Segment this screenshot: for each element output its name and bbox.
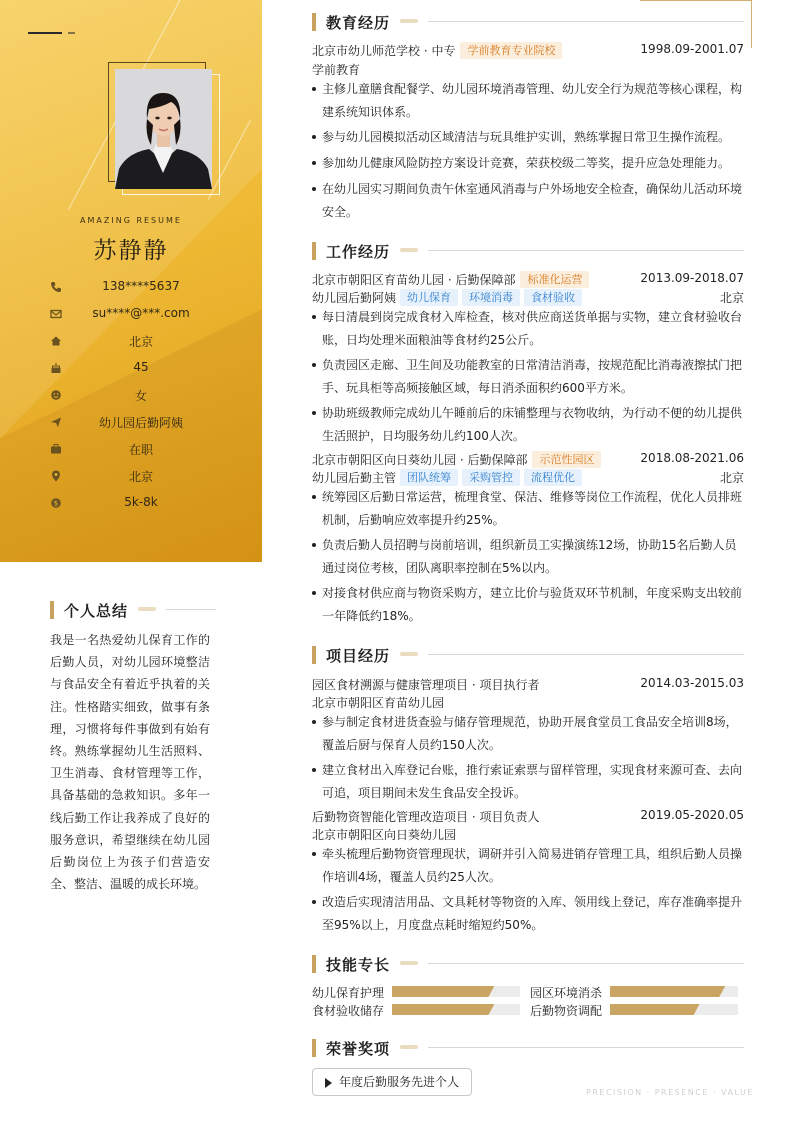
education-heading-rule [428,21,744,22]
work-heading-rule [428,250,744,251]
job-skill-tag: 采购管控 [462,469,520,486]
skills-heading: 技能专长 [326,956,391,974]
summary-heading-rule [166,609,216,610]
skill-bar-fill [610,986,725,997]
project-header [312,676,744,694]
awards-heading-rule [428,1047,744,1048]
education-header [312,42,744,60]
project-bullet: 牵头梳理后勤物资管理现状，调研并引入简易进销存管理工具，组织后勤人员操作培训4场，覆盖人员约25人次。 [312,843,744,888]
skill-label: 幼儿保育护理 [312,986,385,1000]
gender-value: 女 [134,389,147,403]
summary-heading: 个人总结 [64,602,129,620]
job-skill-tag: 流程优化 [524,469,582,486]
education-bullet: 参与幼儿园模拟活动区域清洁与玩具维护实训，熟练掌握日常卫生操作流程。 [312,126,744,149]
school-tag: 学前教育专业院校 [460,42,562,59]
job-org: 北京市朝阳区向日葵幼儿园 · 后勤保障部 [312,453,528,467]
job-bullet: 负责园区走廊、卫生间及功能教室的日常清洁消毒，按规范配比消毒液擦拭门把手、玩具柜等高频接触区域，每日消杀面积约600平方米。 [312,354,744,399]
skills-accent-bar [312,955,316,973]
decorative-dash [68,32,75,34]
job-role-row [312,289,744,307]
skill-bar [610,986,738,997]
job-date: 2013.09-2018.07 [640,271,744,285]
skill-label: 后勤物资调配 [530,1004,603,1018]
play-icon [325,1078,332,1088]
summary-text: 我是一名热爱幼儿保育工作的后勤人员，对幼儿园环境整洁与食品安全有着近乎执着的关注。性格踏实细致，做事有条理，习惯将每件事做到有始有终。熟练掌握幼儿生活照料、卫生消毒、食材管理等工作，具备基础的急救知识。多年一线后勤工作让我养成了良好的服务意识，希望继续在幼儿园后勤岗位上为孩子们营造安全、整洁、温暖的成长环境。 [50,633,210,892]
footer-watermark: PRECISION · PRESENCE · VALUE [586,1088,754,1097]
job-skill-tag: 食材验收 [524,289,582,306]
job-org: 北京市朝阳区育苗幼儿园 · 后勤保障部 [312,273,516,287]
project-org: 北京市朝阳区育苗幼儿园 [312,696,445,710]
work-heading: 工作经历 [326,243,391,261]
skill-label: 食材验收储存 [312,1004,385,1018]
job-header [312,451,744,469]
job-header [312,271,744,289]
job-tag: 标准化运营 [520,271,589,288]
project-bullet: 改造后实现清洁用品、文具耗材等物资的入库、领用线上登记，库存准确率提升至95%以上，月度盘点耗时缩短约50%。 [312,891,744,936]
education-major: 学前教育 [312,63,361,77]
phone-value: 138****5637 [102,279,180,293]
job-bullet: 负责后勤人员招聘与岗前培训，组织新员工实操演练12场，协助15名后勤人员通过岗位考核，团队离职率控制在5%以内。 [312,534,744,579]
project-bullet: 参与制定食材进货查验与储存管理规范，协助开展食堂员工食品安全培训8场，覆盖后厨与保育人员约150人次。 [312,711,744,756]
education-bullet: 主修儿童膳食配餐学、幼儿园环境消毒管理、幼儿安全行为规范等核心课程，构建系统知识体系。 [312,78,744,123]
portrait-illustration [115,69,212,189]
projects-heading-pill [400,652,418,656]
summary-heading-pill [138,607,156,611]
project-bullet: 建立食材出入库登记台账，推行索证索票与留样管理，实现食材来源可查、去向可追，项目期间未发生食品安全投诉。 [312,759,744,804]
info-location [0,466,262,486]
education-heading: 教育经历 [326,14,391,32]
skill-bar-fill [392,1004,494,1015]
skills-heading-pill [400,961,418,965]
job-skill-tag: 幼儿保育 [400,289,458,306]
education-heading-pill [400,19,418,23]
summary-accent-bar [50,601,54,619]
job-bullet: 每日清晨到岗完成食材入库检查，核对供应商送货单据与实物，建立食材验收台账，日均处理米面粮油等食材约25公斤。 [312,306,744,351]
awards-accent-bar [312,1039,316,1057]
job-bullet: 统筹园区后勤日常运营，梳理食堂、保洁、维修等岗位工作流程，优化人员排班机制，后勤响应效率提升约25%。 [312,486,744,531]
location-value: 北京 [128,470,153,484]
projects-heading: 项目经历 [326,647,391,665]
salary-value: 5k-8k [124,495,158,509]
profile-photo [115,69,212,189]
skill-bar-fill [610,1004,700,1015]
work-heading-pill [400,248,418,252]
skill-bar [392,1004,520,1015]
job-tag: 示范性园区 [532,451,601,468]
info-target-position [0,412,262,432]
awards-heading: 荣誉奖项 [326,1040,391,1058]
decorative-line [28,32,62,34]
corner-decoration [640,0,752,1]
skill-bar [392,986,520,997]
hometown-value: 北京 [128,335,153,349]
skill-label: 园区环境消杀 [530,986,603,1000]
info-phone [0,277,262,297]
job-city: 北京 [719,291,744,305]
project-name: 园区食材溯源与健康管理项目 · 项目执行者 [312,678,540,692]
skill-bar-fill [392,986,494,997]
info-age [0,358,262,378]
email-value: su****@***.com [92,306,190,320]
corner-decoration-vertical [751,0,752,48]
candidate-name: 苏静静 [93,238,169,264]
skills-heading-rule [428,963,744,964]
age-value: 45 [133,360,149,374]
project-org: 北京市朝阳区向日葵幼儿园 [312,828,457,842]
info-gender [0,385,262,405]
work-accent-bar [312,242,316,260]
status-value: 在职 [128,443,153,457]
awards-heading-pill [400,1045,418,1049]
education-bullet: 在幼儿园实习期间负责午休室通风消毒与户外场地安全检查，确保幼儿活动环境安全。 [312,178,744,223]
job-skill-tag: 环境消毒 [462,289,520,306]
school-name: 北京市幼儿师范学校 · 中专 [312,44,456,58]
job-skill-tag: 团队统筹 [400,469,458,486]
job-date: 2018.08-2021.06 [640,451,744,465]
resume-tagline: AMAZING RESUME [80,216,182,225]
svg-text:$: $ [53,499,59,508]
info-hometown [0,331,262,351]
target-position-value: 幼儿园后勤阿姨 [98,416,183,430]
project-name: 后勤物资智能化管理改造项目 · 项目负责人 [312,810,540,824]
project-date: 2014.03-2015.03 [640,676,744,690]
info-email [0,304,262,324]
job-bullet: 对接食材供应商与物资采购方，建立比价与验货双环节机制，年度采购支出较前一年降低约18%。 [312,582,744,627]
education-accent-bar [312,13,316,31]
project-date: 2019.05-2020.05 [640,808,744,822]
award-label: 年度后勤服务先进个人 [339,1075,460,1089]
projects-heading-rule [428,654,744,655]
education-date: 1998.09-2001.07 [640,42,744,56]
skill-bar [610,1004,738,1015]
job-city: 北京 [719,471,744,485]
award-chip [312,1068,472,1096]
education-bullet: 参加幼儿健康风险防控方案设计竞赛，荣获校级二等奖，提升应急处理能力。 [312,152,744,175]
projects-accent-bar [312,646,316,664]
info-status [0,439,262,459]
job-role: 幼儿园后勤阿姨 [312,291,397,305]
info-salary [0,493,262,513]
job-bullet: 协助班级教师完成幼儿午睡前后的床铺整理与衣物收纳，为行动不便的幼儿提供生活照护，日均服务幼儿约100人次。 [312,402,744,447]
job-role-row [312,469,744,487]
job-role: 幼儿园后勤主管 [312,471,397,485]
project-header [312,808,744,826]
